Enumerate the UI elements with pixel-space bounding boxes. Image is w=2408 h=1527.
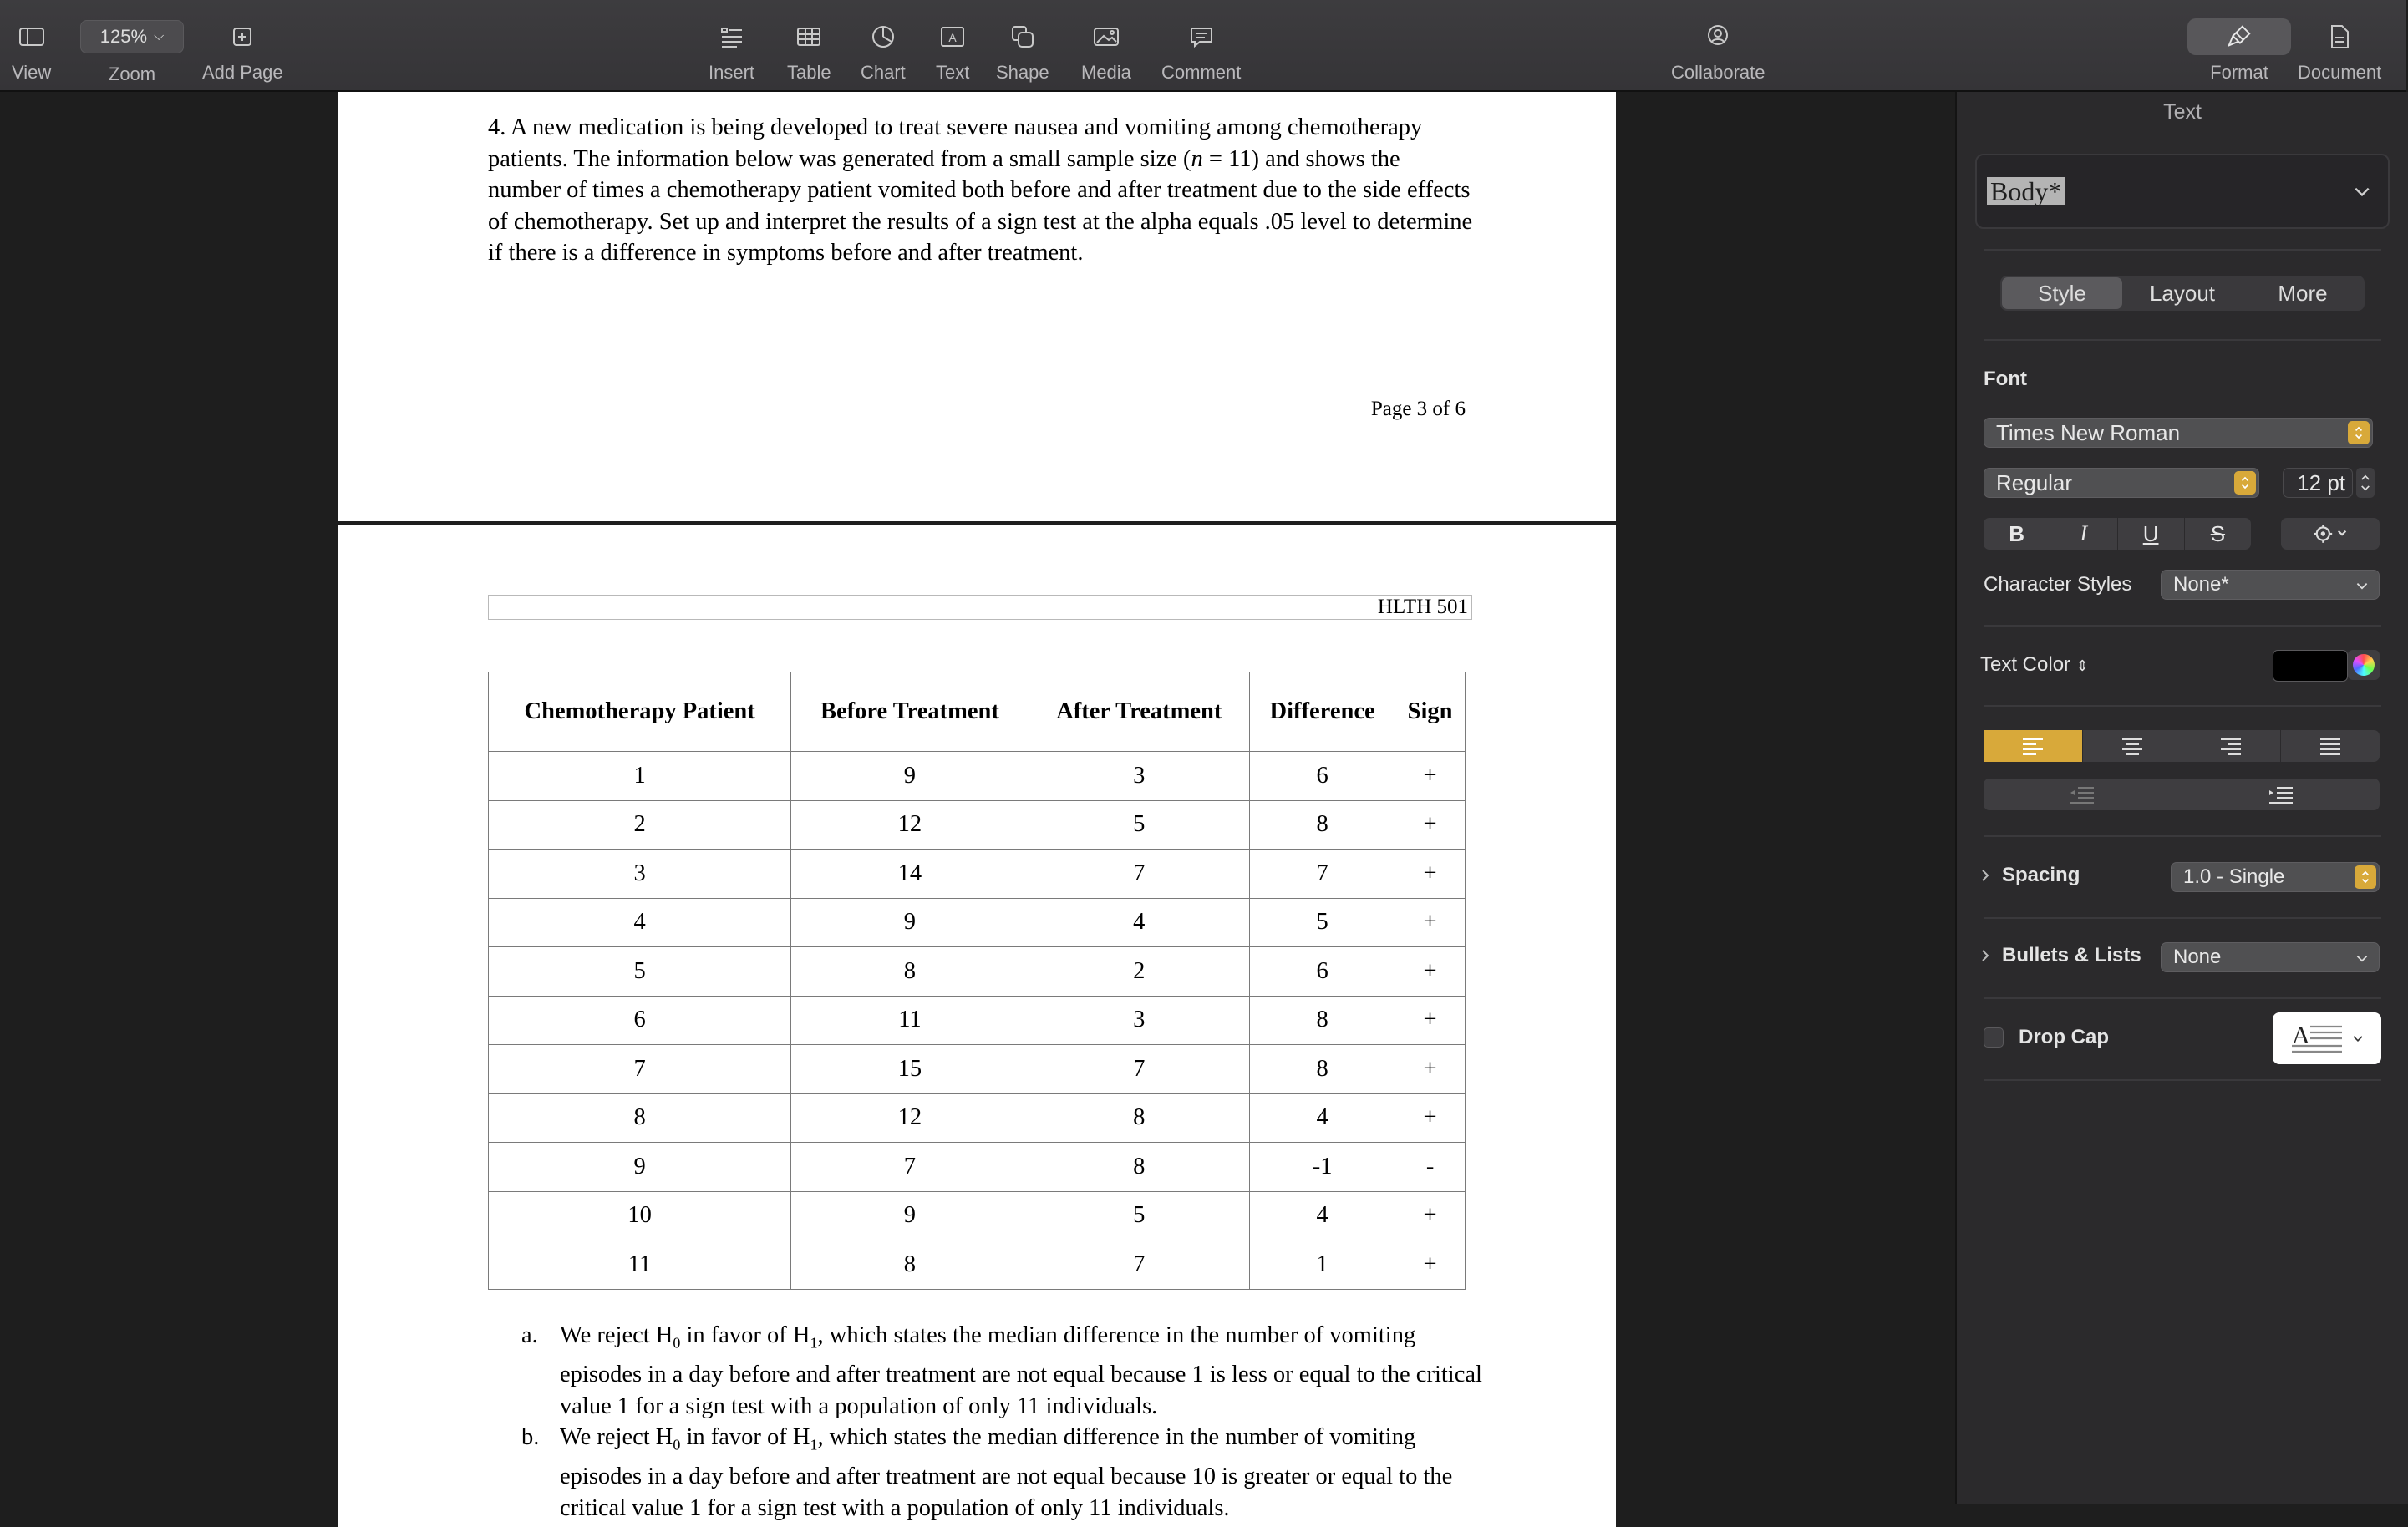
- add-page-button[interactable]: [202, 12, 283, 84]
- table-cell: 7: [489, 1045, 791, 1094]
- table-cell: 6: [1249, 947, 1395, 997]
- updown-chevron-icon: [2348, 421, 2370, 444]
- table-cell: +: [1395, 1093, 1466, 1143]
- media-button[interactable]: [1081, 12, 1131, 84]
- table-cell: 15: [791, 1045, 1029, 1094]
- document-icon: [2324, 22, 2355, 52]
- table-cell: 8: [1249, 800, 1395, 850]
- table-cell: +: [1395, 800, 1466, 850]
- page-3[interactable]: [338, 92, 1616, 521]
- table-cell: 3: [1029, 996, 1249, 1045]
- text-color-label[interactable]: [1980, 653, 2089, 677]
- answer-text: We reject $H_0$ in favor of $H_1$, which states the median difference in the number of vomiting episodes in a day before and after treatment are not equal because 10 is greater or equal to the critical value 1 for a sign test with a population of only 11 individuals.: [560, 1424, 1453, 1521]
- table-cell: 6: [1249, 752, 1395, 801]
- format-active-highlight: [2187, 18, 2291, 55]
- table-row: [489, 850, 1466, 899]
- chevron-down-icon: ⌵: [154, 29, 165, 43]
- table-cell: 9: [791, 898, 1029, 947]
- table-cell: 10: [489, 1191, 791, 1240]
- sidebar-tabs: [2000, 276, 2365, 311]
- table-cell: 3: [489, 850, 791, 899]
- bullets-label: Bullets & Lists: [2002, 944, 2141, 966]
- comment-label: Comment: [1161, 62, 1242, 83]
- table-row: [489, 1240, 1466, 1290]
- table-cell: 7: [1029, 850, 1249, 899]
- chevron-right-icon: [1980, 869, 1990, 882]
- drop-cap-preview-icon: [2290, 1020, 2344, 1057]
- justify-icon: [2318, 736, 2343, 756]
- table-cell: 5: [1029, 1191, 1249, 1240]
- font-section-label: Font: [1984, 368, 2027, 390]
- toolbar: [0, 0, 2406, 92]
- bold-button[interactable]: B: [1984, 518, 2050, 550]
- page-4[interactable]: [338, 525, 1616, 1527]
- chevron-down-icon: [2355, 951, 2369, 965]
- table-cell: 4: [1249, 1191, 1395, 1240]
- shape-button[interactable]: [996, 12, 1049, 84]
- table-cell: 8: [1249, 1045, 1395, 1094]
- divider: [1984, 249, 2381, 251]
- table-header-cell: Before Treatment: [791, 672, 1029, 752]
- table-cell: 7: [1029, 1240, 1249, 1290]
- justify-button[interactable]: [2281, 730, 2380, 762]
- zoom-control[interactable]: [80, 12, 184, 85]
- question-text-part: = 11) and shows the number of times a chemotherapy patient vomited both before and after treatment due to the side effects of chemotherapy. Set up and interpret the results of a sign test at the alpha equals .05 level to determine if there is a difference in symptoms before and after treatment.: [488, 145, 1473, 266]
- table-cell: +: [1395, 947, 1466, 997]
- media-icon: [1091, 22, 1121, 52]
- zoom-value: 125%: [99, 26, 148, 47]
- svg-text:A: A: [2292, 1022, 2310, 1049]
- page-header[interactable]: HLTH 501: [488, 595, 1472, 620]
- table-row: [489, 898, 1466, 947]
- divider: [1984, 1079, 2381, 1081]
- comment-button[interactable]: [1161, 12, 1241, 84]
- answer-item: [521, 1320, 1482, 1422]
- table-cell: 3: [1029, 752, 1249, 801]
- table-cell: 4: [1249, 1093, 1395, 1143]
- format-sidebar: [1955, 92, 2408, 1504]
- increase-indent-icon: [2267, 784, 2295, 804]
- table-header-row: [489, 672, 1466, 752]
- divider: [1984, 625, 2381, 627]
- table-cell: 11: [791, 996, 1029, 1045]
- tab-layout[interactable]: Layout: [2149, 280, 2216, 306]
- strikethrough-button[interactable]: S: [2210, 520, 2226, 546]
- indent-buttons: [1984, 779, 2380, 810]
- table-cell: 8: [1029, 1093, 1249, 1143]
- spacing-label: Spacing: [2002, 864, 2080, 886]
- chart-icon: [868, 22, 898, 52]
- table-header-cell: Difference: [1249, 672, 1395, 752]
- table-row: [489, 1191, 1466, 1240]
- table-button[interactable]: [787, 12, 831, 84]
- sidebar-icon: [17, 22, 47, 52]
- chevron-up-icon: [2360, 474, 2370, 481]
- table-cell: +: [1395, 850, 1466, 899]
- table-cell: +: [1395, 1240, 1466, 1290]
- table-row: [489, 1093, 1466, 1143]
- add-page-label: Add Page: [202, 62, 283, 83]
- text-color-label-text: Text Color: [1980, 653, 2071, 676]
- chevron-down-icon: [2353, 182, 2371, 200]
- updown-chevron-icon: [2355, 865, 2376, 889]
- tab-style[interactable]: Style: [2002, 277, 2122, 309]
- table-cell: 14: [791, 850, 1029, 899]
- align-left-button[interactable]: [1984, 730, 2083, 762]
- align-right-button[interactable]: [2182, 730, 2282, 762]
- font-size-value: 12 pt: [2297, 469, 2345, 495]
- question-text-part: 4. A new medication is being developed to treat severe nausea and vomiting among chemotherapy patients. The information below was generated from a small sample size (: [488, 114, 1423, 172]
- add-page-icon: [227, 22, 257, 52]
- table-cell: +: [1395, 898, 1466, 947]
- answer-item: [521, 1422, 1482, 1524]
- table-cell: 1: [1249, 1240, 1395, 1290]
- zoom-label: Zoom: [108, 63, 156, 84]
- table-cell: 8: [1249, 996, 1395, 1045]
- table-label: Table: [787, 62, 831, 83]
- character-styles-popup[interactable]: [2161, 570, 2380, 600]
- paintbrush-icon: [2225, 23, 2253, 51]
- answer-list[interactable]: [521, 1320, 1482, 1524]
- table-header-cell: After Treatment: [1029, 672, 1249, 752]
- spacing-disclosure[interactable]: [1980, 864, 2080, 887]
- format-button[interactable]: [2187, 12, 2291, 84]
- insert-button[interactable]: [709, 12, 754, 84]
- media-label: Media: [1081, 62, 1131, 83]
- align-center-button[interactable]: [2083, 730, 2182, 762]
- divider: [1984, 917, 2381, 919]
- table-cell: -: [1395, 1143, 1466, 1192]
- spacing-value: 1.0 - Single: [2183, 865, 2285, 888]
- table-cell: 5: [1029, 800, 1249, 850]
- question-n-italic: n: [1191, 145, 1203, 172]
- table-body: [489, 752, 1466, 1290]
- table-cell: -1: [1249, 1143, 1395, 1192]
- format-label: Format: [2210, 62, 2268, 83]
- view-button[interactable]: [12, 12, 51, 84]
- updown-chevron-icon: [2234, 471, 2256, 495]
- font-typeface-value: Regular: [1996, 469, 2073, 495]
- character-styles-value: None*: [2173, 573, 2229, 596]
- increase-indent-button[interactable]: [2182, 779, 2380, 810]
- table-cell: +: [1395, 1045, 1466, 1094]
- svg-text:A: A: [948, 31, 957, 44]
- chemotherapy-table[interactable]: [488, 672, 1466, 1290]
- table-cell: 9: [489, 1143, 791, 1192]
- table-cell: 8: [791, 1240, 1029, 1290]
- answer-letter: a.: [521, 1322, 538, 1348]
- divider: [1984, 705, 2381, 707]
- bullets-value: None: [2173, 946, 2222, 968]
- table-cell: 8: [489, 1093, 791, 1143]
- table-row: [489, 800, 1466, 850]
- insert-label: Insert: [709, 62, 755, 83]
- align-left-icon: [2020, 736, 2045, 756]
- table-cell: +: [1395, 1191, 1466, 1240]
- font-size-field[interactable]: [2283, 468, 2353, 498]
- chart-label: Chart: [861, 62, 906, 83]
- table-cell: +: [1395, 996, 1466, 1045]
- table-cell: 2: [1029, 947, 1249, 997]
- underline-button[interactable]: U: [2118, 518, 2185, 550]
- answer-letter: b.: [521, 1424, 540, 1451]
- bullets-disclosure[interactable]: [1980, 944, 2141, 967]
- shape-icon: [1008, 22, 1038, 52]
- italic-button[interactable]: I: [2050, 518, 2117, 550]
- table-cell: 6: [489, 996, 791, 1045]
- chart-button[interactable]: [861, 12, 906, 84]
- divider: [1984, 835, 2381, 837]
- zoom-select[interactable]: [80, 20, 184, 53]
- table-cell: 8: [1029, 1143, 1249, 1192]
- drop-cap-checkbox[interactable]: [1984, 1027, 2004, 1048]
- table-cell: 11: [489, 1240, 791, 1290]
- shape-label: Shape: [996, 62, 1049, 83]
- advanced-options-button[interactable]: [2281, 518, 2380, 550]
- table-cell: 4: [1029, 898, 1249, 947]
- divider: [1984, 997, 2381, 999]
- table-row: [489, 1143, 1466, 1192]
- comment-icon: [1186, 22, 1217, 52]
- table-row: [489, 996, 1466, 1045]
- table-cell: +: [1395, 752, 1466, 801]
- table-header-cell: Sign: [1395, 672, 1466, 752]
- text-color-well[interactable]: [2273, 650, 2348, 682]
- table-header-cell: Chemotherapy Patient: [489, 672, 791, 752]
- collaborate-button[interactable]: [1671, 12, 1765, 84]
- table-cell: 8: [791, 947, 1029, 997]
- chevron-down-icon: [2352, 1032, 2364, 1044]
- document-button[interactable]: [2298, 12, 2381, 84]
- table-row: [489, 947, 1466, 997]
- table-cell: 1: [489, 752, 791, 801]
- table-cell: 7: [1029, 1045, 1249, 1094]
- paragraph-style-selector[interactable]: [1975, 154, 2390, 229]
- font-family-value: Times New Roman: [1996, 419, 2181, 445]
- document-label: Document: [2298, 62, 2382, 83]
- collaborate-icon: [1703, 22, 1733, 52]
- table-cell: 4: [489, 898, 791, 947]
- question-4-text[interactable]: [488, 112, 1474, 269]
- collaborate-label: Collaborate: [1671, 62, 1765, 83]
- drop-cap-label: Drop Cap: [2019, 1026, 2109, 1048]
- table-cell: 9: [791, 752, 1029, 801]
- table-cell: 5: [1249, 898, 1395, 947]
- answer-text: We reject $H_0$ in favor of $H_1$, which states the median difference in the number of vomiting episodes in a day before and after treatment are not equal because 1 is less or equal to the critical value 1 for a sign test with a population of only 11 individuals.: [560, 1322, 1482, 1419]
- document-canvas[interactable]: [0, 92, 1955, 1521]
- bullets-popup[interactable]: [2161, 942, 2380, 972]
- paragraph-style-name: Body*: [1987, 177, 2065, 205]
- table-cell: 9: [791, 1191, 1029, 1240]
- table-cell: 5: [489, 947, 791, 997]
- font-typeface-popup[interactable]: [1984, 468, 2259, 498]
- chevron-right-icon: [1980, 949, 1990, 962]
- table-cell: 12: [791, 1093, 1029, 1143]
- text-box-icon: [937, 22, 968, 52]
- table-cell: 2: [489, 800, 791, 850]
- alignment-buttons: [1984, 730, 2380, 762]
- table-cell: 12: [791, 800, 1029, 850]
- table-icon: [794, 22, 824, 52]
- text-style-buttons: [1984, 518, 2251, 550]
- text-button[interactable]: [936, 12, 969, 84]
- align-center-icon: [2120, 736, 2145, 756]
- sidebar-title: Text: [2163, 100, 2202, 124]
- font-family-popup[interactable]: [1984, 418, 2373, 448]
- character-styles-label: Character Styles: [1984, 573, 2132, 596]
- chevron-down-icon: [2355, 579, 2369, 592]
- view-label: View: [12, 62, 52, 83]
- font-size-stepper[interactable]: [2356, 468, 2375, 498]
- color-wheel-icon[interactable]: [2348, 650, 2380, 680]
- divider: [1984, 339, 2381, 341]
- text-label: Text: [936, 62, 970, 83]
- decrease-indent-button[interactable]: [1984, 779, 2182, 810]
- table-cell: 7: [791, 1143, 1029, 1192]
- insert-icon: [717, 22, 747, 52]
- table-row: [489, 752, 1466, 801]
- align-right-icon: [2218, 736, 2243, 756]
- gear-icon: [2309, 523, 2351, 545]
- table-cell: 7: [1249, 850, 1395, 899]
- chevron-down-icon: [2360, 484, 2370, 492]
- tab-more[interactable]: More: [2278, 280, 2328, 306]
- table-row: [489, 1045, 1466, 1094]
- updown-chevron-icon: ⇕: [2075, 657, 2089, 674]
- decrease-indent-icon: [2068, 784, 2096, 804]
- spacing-popup[interactable]: [2171, 862, 2380, 892]
- page-number: Page 3 of 6: [1370, 398, 1466, 420]
- drop-cap-style-popup[interactable]: [2273, 1012, 2381, 1064]
